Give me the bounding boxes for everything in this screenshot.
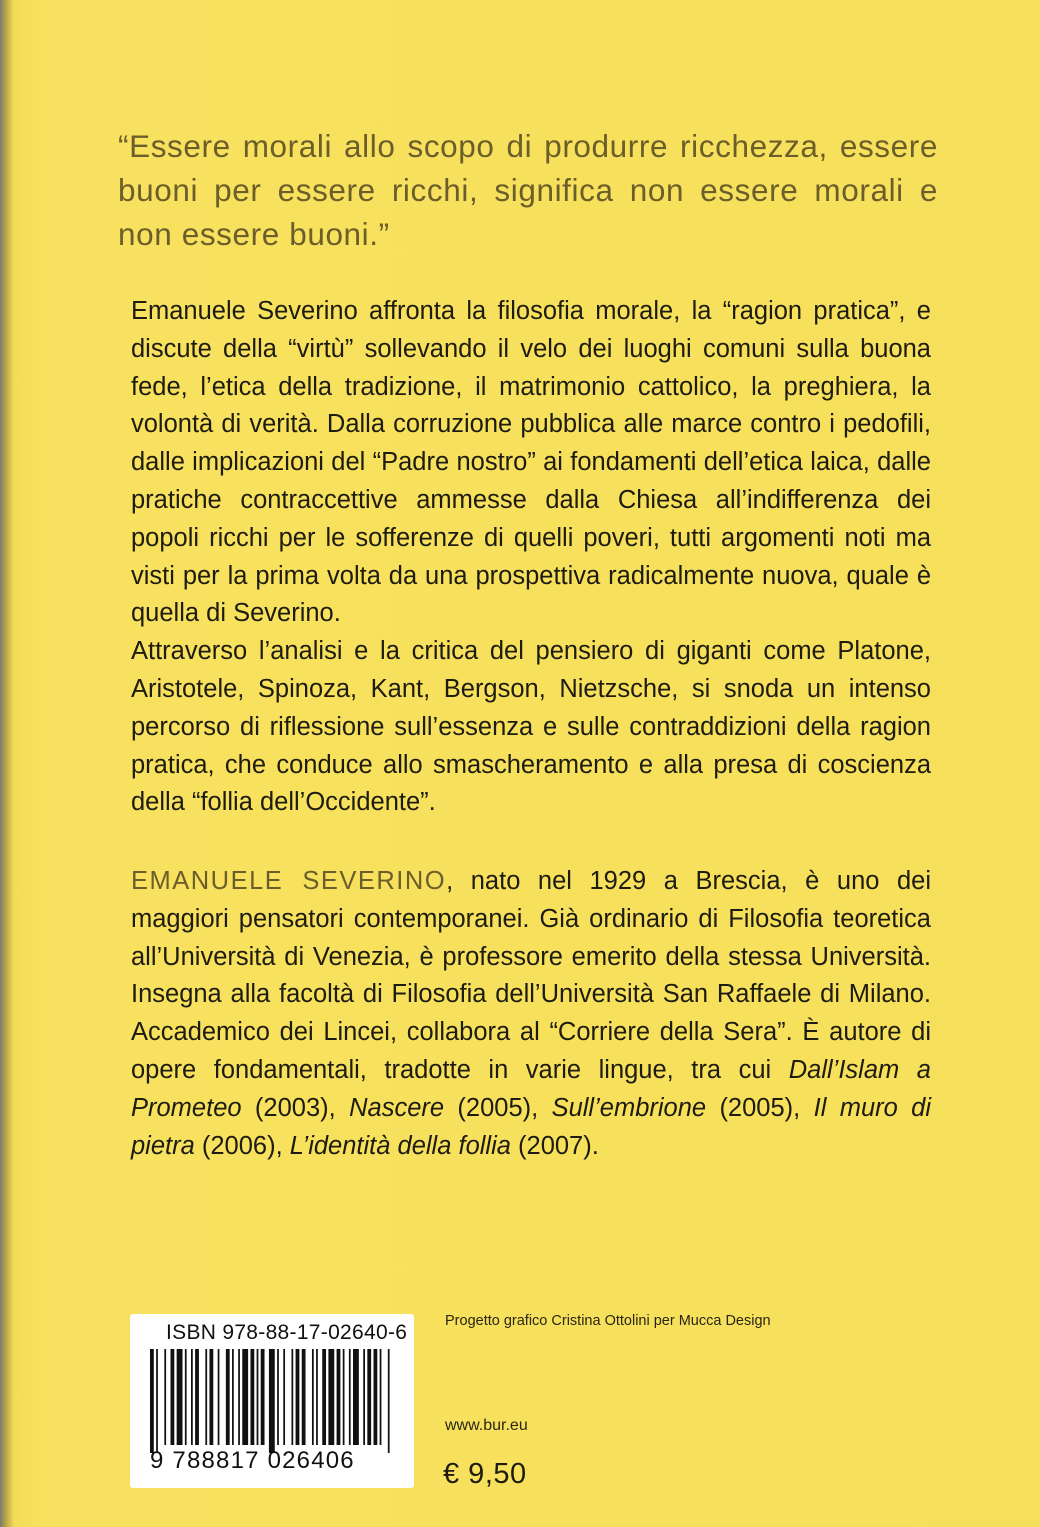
barcode-bar [261, 1349, 265, 1445]
barcode-bar [363, 1349, 365, 1445]
ean-digits: 9 788817 026406 [150, 1447, 355, 1474]
barcode-bar [380, 1349, 382, 1445]
barcode-bar [226, 1349, 230, 1445]
barcode-bar [367, 1349, 371, 1445]
author-bio [131, 863, 931, 1165]
barcode-bar [209, 1349, 213, 1445]
description-paragraph: Attraverso l’analisi e la critica del pensiero di giganti come Platone, Aristotele, Spinoza, Kant, Bergson, Nietzsche, si snoda un intenso percorso di riflessione sull’essenza e sulle contraddizioni della ragion pratica, che conduce allo smascheramento e alla presa di coscienza della “follia dell’Occidente”. [131, 637, 931, 817]
description-paragraph: Emanuele Severino affronta la filosofia morale, la “ragion pratica”, e discute della “virtù” sollevando il velo dei luoghi comuni sulla buona fede, l’etica della tradizione, il matrimonio cattolico, la preghiera, la volontà di verità. Dalla corruzione pubblica alle marce contro i pedofili, dalle implicazioni del “Padre nostro” ai fondamenti dell’etica laica, dalle pratiche contraccettive ammesse dalla Chiesa all’indifferenza dei popoli ricchi per le sofferenze di quelli poveri, tutti argomenti noti ma visti per la prima volta da una prospettiva radicalmente nuova, quale è quella di Severino. [131, 297, 931, 628]
work-title: Sull’embrione [551, 1093, 707, 1122]
barcode-bar [316, 1349, 318, 1445]
work-year: (2006), [194, 1131, 290, 1160]
barcode-bar [218, 1349, 220, 1445]
work-year: (2005), [444, 1093, 552, 1122]
barcode-panel [130, 1314, 414, 1488]
book-description [131, 293, 931, 822]
barcode-bar [150, 1349, 154, 1453]
barcode-icon [150, 1349, 394, 1457]
pull-quote [118, 124, 938, 256]
work-title: L’identità della follia [289, 1131, 511, 1160]
barcode-bar [296, 1349, 300, 1445]
work-title: Il muro di pietra [131, 1093, 932, 1160]
barcode-bar [269, 1349, 275, 1453]
barcode-bar [205, 1349, 207, 1445]
barcode-bar [257, 1349, 259, 1445]
barcode-bar [242, 1349, 248, 1445]
barcode-bar [302, 1349, 306, 1445]
work-title: Nascere [349, 1093, 445, 1122]
barcode-bar [177, 1349, 183, 1445]
barcode-bar [322, 1349, 326, 1445]
isbn-label: ISBN 978-88-17-02640-6 [166, 1321, 408, 1344]
barcode-bar [349, 1349, 351, 1445]
barcode-bar [337, 1349, 341, 1445]
spine-edge [0, 0, 14, 1527]
barcode-bar [191, 1349, 193, 1445]
work-title: Dall’Islam a Prometeo [131, 1055, 931, 1122]
work-year: (2005), [706, 1093, 814, 1122]
barcode-bar [343, 1349, 345, 1445]
barcode-bar [164, 1349, 166, 1445]
barcode-bar [277, 1349, 279, 1445]
barcode-bar [353, 1349, 359, 1445]
barcode-bar [250, 1349, 254, 1445]
publisher-website: www.bur.eu [445, 1417, 528, 1434]
design-credit: Progetto grafico Cristina Ottolini per Mucca Design [445, 1313, 771, 1329]
barcode-bar [185, 1349, 187, 1445]
barcode-bar [388, 1349, 390, 1453]
barcode-bar [283, 1349, 285, 1445]
barcode-bar [156, 1349, 158, 1453]
barcode-bar [238, 1349, 240, 1445]
author-name: EMANUELE SEVERINO [131, 867, 447, 895]
work-year: (2003), [241, 1093, 350, 1122]
barcode-bar [171, 1349, 175, 1445]
barcode-bar [328, 1349, 334, 1445]
work-year: (2007). [510, 1131, 599, 1160]
barcode-bar [291, 1349, 293, 1445]
bio-text: , nato nel 1929 a Brescia, è uno dei maggiori pensatori contemporanei. Già ordinario di Filosofia teoretica all’Università di Venezia, è professore emerito della stessa Università. Insegna alla facoltà di Filosofia dell’Università San Raffaele di Milano. Accademico dei Lincei, collabora al “Corriere della Sera”. È autore di opere fondamentali, tradotte in varie lingue, tra cui [131, 867, 932, 1084]
pull-quote-text: “Essere morali allo scopo di produrre ricchezza, essere buoni per essere ricchi, significa non essere morali e non essere buoni.” [118, 128, 938, 252]
barcode-bar [232, 1349, 234, 1445]
barcode-bar [374, 1349, 378, 1445]
price-label: € 9,50 [443, 1458, 527, 1490]
barcode-bar [312, 1349, 314, 1445]
barcode-bar [195, 1349, 199, 1445]
